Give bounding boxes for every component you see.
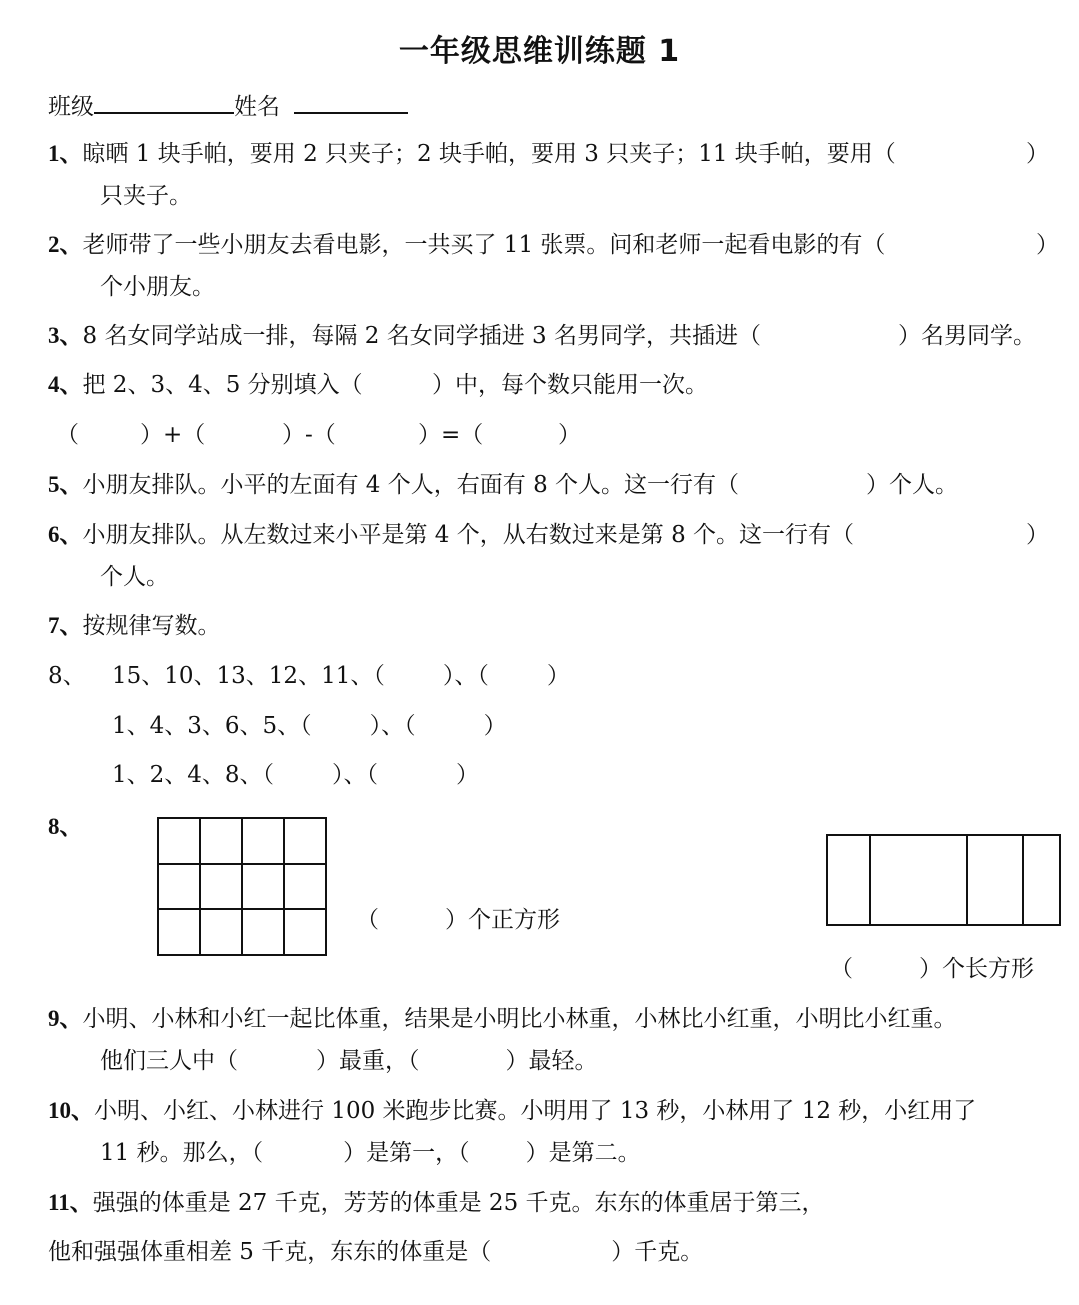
answer-blank-close[interactable]: ） (1036, 232, 1059, 258)
question-number: 5、 (48, 472, 83, 497)
text-part: 他和强强体重相差 5 千克，东东的体重是（ (48, 1239, 492, 1265)
question-number: 7、 (48, 613, 83, 638)
answer-blank[interactable]: ） (483, 713, 507, 739)
answer-blank[interactable]: （ (830, 956, 853, 982)
sequence-start: 1、2、4、8、（ (112, 762, 275, 788)
answer-blank[interactable]: ）、（ (369, 713, 416, 739)
question-number: 6、 (48, 522, 83, 547)
question-1 (48, 139, 896, 169)
question-number: 9、 (48, 1006, 83, 1031)
name-label: 姓名 (234, 94, 280, 120)
answer-blank-close[interactable]: ）个人。 (866, 472, 958, 498)
name-blank[interactable] (294, 88, 408, 114)
answer-blank[interactable]: ） (546, 663, 570, 689)
question-7 (48, 611, 221, 641)
sequence-row (112, 661, 570, 691)
answer-blank[interactable]: ）、（ (442, 663, 489, 689)
question-9 (48, 1004, 957, 1034)
answer-blank-close[interactable]: ） (1026, 141, 1049, 167)
text-part: 他们三人中（ (100, 1048, 238, 1074)
answer-blank[interactable]: ）千克。 (611, 1239, 704, 1265)
rectangle-figure (826, 834, 1061, 926)
expr-part[interactable]: （ (56, 422, 79, 448)
question-number: 2、 (48, 232, 83, 257)
question-8b-number: 8、 (48, 814, 83, 839)
question-text-cont: 个人。 (100, 564, 169, 590)
question-text: 小朋友排队。小平的左面有 4 个人，右面有 8 个人。这一行有（ (82, 472, 740, 498)
sequence-row (112, 760, 479, 790)
expr-part[interactable]: ）-（ (282, 422, 336, 448)
question-number: 10、 (48, 1098, 94, 1123)
question-2 (48, 230, 885, 260)
answer-blank-close[interactable]: ）中，每个数只能用一次。 (432, 372, 708, 398)
class-field (48, 88, 408, 122)
question-4 (48, 370, 363, 400)
question-text: 老师带了一些小朋友去看电影，一共买了 11 张票。问和老师一起看电影的有（ (82, 232, 886, 258)
class-blank[interactable] (94, 88, 234, 114)
question-text: 晾晒 1 块手帕，要用 2 只夹子；2 块手帕，要用 3 只夹子；11 块手帕，要用（ (82, 141, 896, 167)
question-3 (48, 321, 761, 351)
square-count-answer (356, 905, 560, 935)
answer-blank[interactable]: ）、（ (332, 762, 379, 788)
question-text-cont: 个小朋友。 (100, 274, 215, 300)
expr-part[interactable]: ）+（ (140, 422, 206, 448)
sequence-start: 1、4、3、6、5、（ (112, 713, 312, 739)
question-number: 3、 (48, 323, 83, 348)
rectangle-count-answer (830, 954, 1034, 984)
question-6 (48, 520, 854, 550)
expr-part[interactable]: ）=（ (418, 422, 484, 448)
question-text: 强强的体重是 27 千克，芳芳的体重是 25 千克。东东的体重居于第三， (92, 1190, 825, 1216)
answer-blank[interactable]: ）最轻。 (505, 1048, 598, 1074)
square-grid-figure (157, 817, 327, 956)
question-number: 1、 (48, 141, 83, 166)
question-text: 小明、小红、小林进行 100 米跑步比赛。小明用了 13 秒，小林用了 12 秒，小红用了 (94, 1098, 977, 1124)
class-label: 班级 (48, 94, 94, 120)
answer-blank-close[interactable]: ）名男同学。 (898, 323, 1036, 349)
answer-label: ）个长方形 (919, 956, 1034, 982)
answer-blank[interactable]: ）是第二。 (525, 1140, 641, 1166)
question-text: 小朋友排队。从左数过来小平是第 4 个，从右数过来是第 8 个。这一行有（ (82, 522, 855, 548)
question-text: 8 名女同学站成一排，每隔 2 名女同学插进 3 名男同学，共插进（ (82, 323, 761, 349)
answer-blank-close[interactable]: ） (1026, 522, 1049, 548)
question-5 (48, 470, 739, 500)
question-text-cont (100, 1046, 598, 1076)
question-10 (48, 1096, 976, 1126)
question-number: 4、 (48, 372, 83, 397)
question-text-cont (48, 1237, 703, 1267)
sequence-start: 15、10、13、12、11、（ (112, 663, 385, 689)
question-number: 11、 (48, 1190, 93, 1215)
question-8-number: 8、 (48, 663, 86, 689)
answer-label: ）个正方形 (445, 907, 560, 933)
question-text: 按规律写数。 (82, 613, 221, 639)
expr-part[interactable]: ） (558, 422, 581, 448)
answer-blank[interactable]: （ (356, 907, 379, 933)
question-text-cont (100, 1138, 641, 1168)
sequence-row (112, 711, 507, 741)
question-text: 把 2、3、4、5 分别填入（ (82, 372, 363, 398)
page-title: 一年级思维训练题 1 (398, 34, 681, 69)
answer-blank[interactable]: ）最重，（ (316, 1048, 420, 1074)
question-text-cont: 只夹子。 (100, 183, 192, 209)
text-part: 11 秒。那么，（ (100, 1140, 264, 1166)
question-text: 小明、小林和小红一起比体重，结果是小明比小林重，小林比小红重，小明比小红重。 (82, 1006, 957, 1032)
question-11 (48, 1188, 825, 1218)
answer-blank[interactable]: ） (456, 762, 480, 788)
answer-blank[interactable]: ）是第一，（ (343, 1140, 470, 1166)
